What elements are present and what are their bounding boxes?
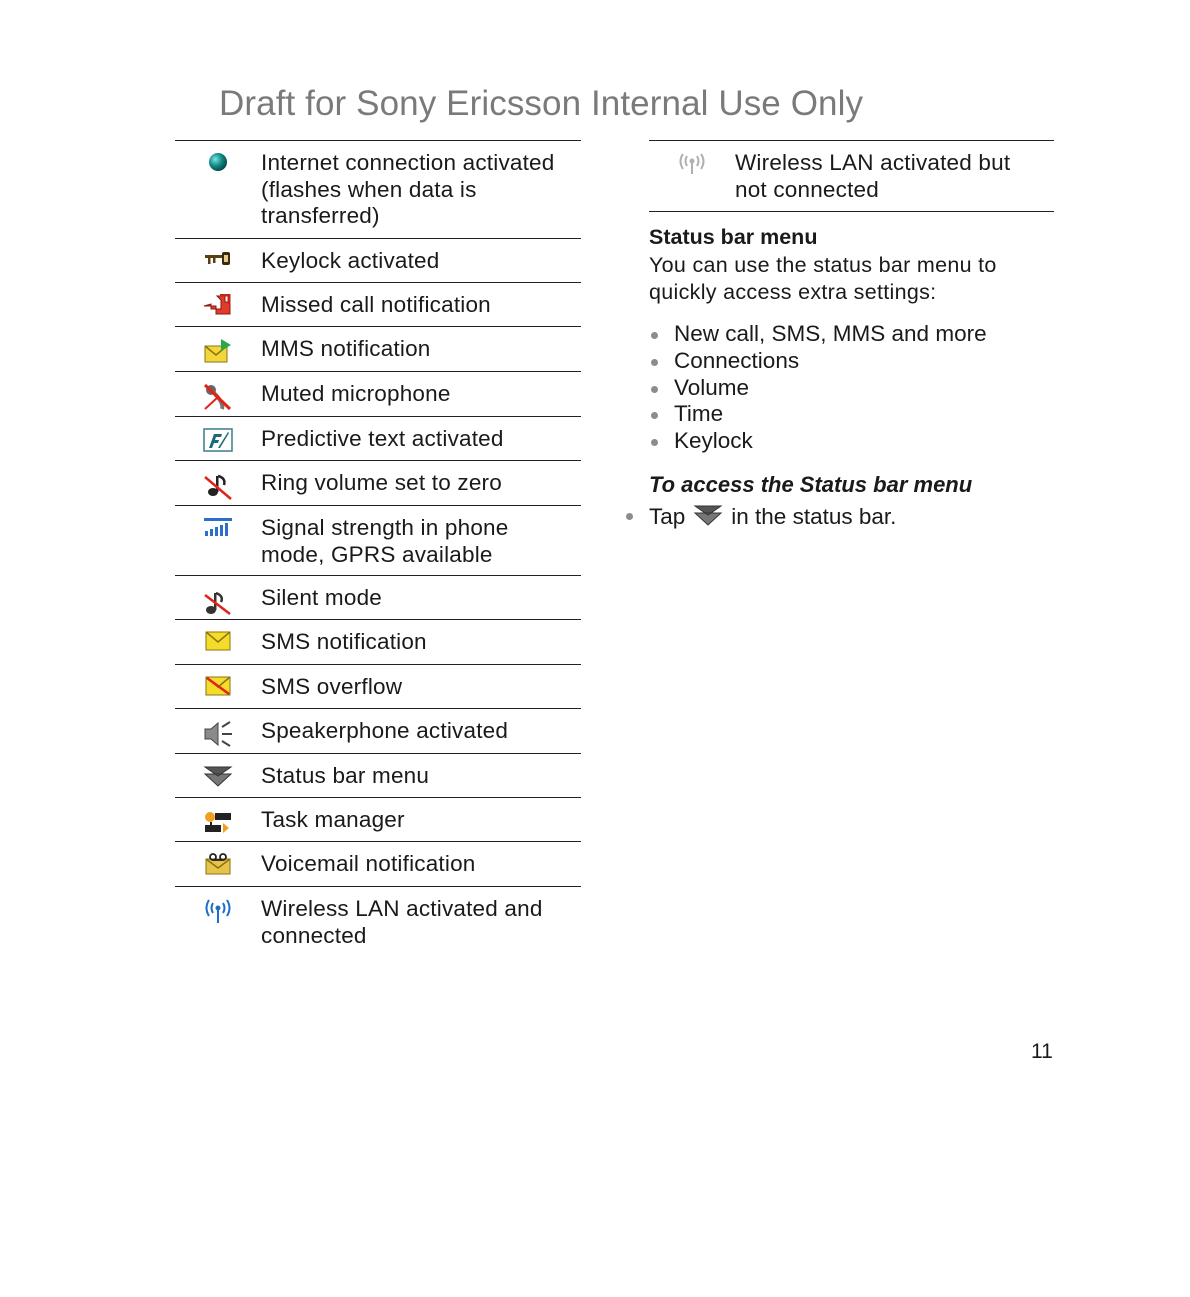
bullet-icon bbox=[626, 513, 633, 520]
list-item-label: Volume bbox=[674, 374, 750, 400]
table-row-label: MMS notification bbox=[261, 336, 431, 361]
list-item-label: Connections bbox=[674, 347, 800, 373]
step-text-before: Tap bbox=[649, 504, 686, 530]
table-row bbox=[175, 620, 581, 665]
table-row-label: Task manager bbox=[261, 807, 405, 832]
table-row bbox=[175, 887, 581, 957]
list-item bbox=[649, 348, 1054, 375]
missed-call-icon bbox=[175, 283, 261, 326]
sms-envelope-icon bbox=[175, 620, 261, 664]
status-bar-menu-icon bbox=[685, 502, 731, 533]
table-row-label: Wireless LAN activated and connected bbox=[261, 896, 543, 948]
draft-watermark: Draft for Sony Ericsson Internal Use Only bbox=[219, 84, 864, 123]
list-item bbox=[649, 321, 1054, 348]
status-icon-table bbox=[175, 140, 581, 957]
key-icon bbox=[175, 239, 261, 282]
list-item bbox=[649, 375, 1054, 402]
bullet-icon bbox=[651, 386, 658, 393]
list-item-label: Keylock bbox=[674, 428, 753, 454]
table-row bbox=[175, 141, 581, 239]
section-heading: Status bar menu bbox=[649, 225, 818, 249]
predictive-text-icon bbox=[175, 417, 261, 460]
table-row bbox=[175, 461, 581, 506]
bullet-icon bbox=[651, 412, 658, 419]
table-row-label: Keylock activated bbox=[261, 248, 440, 273]
wireless-lan-connected-icon bbox=[175, 887, 261, 957]
section-paragraph: You can use the status bar menu to quickly access extra settings: bbox=[649, 253, 997, 304]
table-row bbox=[175, 372, 581, 417]
table-row-label: Status bar menu bbox=[261, 763, 430, 788]
bullet-icon bbox=[651, 332, 658, 339]
table-row-label: Silent mode bbox=[261, 585, 383, 610]
table-row-label: Internet connection activated (flashes when data is transferred) bbox=[261, 150, 555, 228]
table-row bbox=[175, 665, 581, 709]
table-row-label: Ring volume set to zero bbox=[261, 470, 502, 495]
bullet-list bbox=[649, 321, 1054, 455]
right-column bbox=[649, 140, 1054, 533]
bullet-icon bbox=[651, 359, 658, 366]
table-row-label: Muted microphone bbox=[261, 381, 451, 406]
ring-volume-zero-icon bbox=[175, 461, 261, 505]
table-row bbox=[649, 140, 1054, 212]
step-text-after: in the status bar. bbox=[731, 504, 897, 530]
silent-mode-icon bbox=[175, 576, 261, 619]
table-row bbox=[175, 417, 581, 461]
table-row-label: Speakerphone activated bbox=[261, 718, 509, 743]
page-number: 11 bbox=[1031, 1040, 1053, 1063]
table-row bbox=[175, 239, 581, 283]
table-row bbox=[175, 327, 581, 372]
table-row bbox=[175, 576, 581, 620]
internet-globe-icon bbox=[175, 141, 261, 238]
sms-overflow-icon bbox=[175, 665, 261, 708]
list-item bbox=[649, 401, 1054, 428]
table-row-label: SMS notification bbox=[261, 629, 427, 654]
howto-heading: To access the Status bar menu bbox=[649, 471, 973, 497]
table-row bbox=[175, 754, 581, 798]
list-item-label: Time bbox=[674, 401, 724, 427]
muted-microphone-icon bbox=[175, 372, 261, 416]
table-row bbox=[175, 842, 581, 887]
table-row-label: Wireless LAN activated but not connected bbox=[735, 150, 1011, 202]
table-row-label: Predictive text activated bbox=[261, 426, 504, 451]
mms-envelope-icon bbox=[175, 327, 261, 371]
speakerphone-icon bbox=[175, 709, 261, 753]
table-row-label: Signal strength in phone mode, GPRS available bbox=[261, 515, 509, 567]
instruction-step bbox=[649, 502, 1054, 533]
status-bar-menu-icon bbox=[175, 754, 261, 797]
table-row bbox=[175, 709, 581, 754]
list-item-label: New call, SMS, MMS and more bbox=[674, 321, 987, 346]
voicemail-icon bbox=[175, 842, 261, 886]
table-row bbox=[175, 283, 581, 327]
table-row-label: Missed call notification bbox=[261, 292, 491, 317]
signal-strength-icon bbox=[175, 506, 261, 575]
table-row-label: SMS overflow bbox=[261, 674, 403, 699]
list-item bbox=[649, 428, 1054, 455]
table-row bbox=[175, 798, 581, 842]
wireless-lan-not-connected-icon bbox=[649, 141, 735, 211]
table-row bbox=[175, 506, 581, 576]
task-manager-icon bbox=[175, 798, 261, 841]
table-row-label: Voicemail notification bbox=[261, 851, 476, 876]
bullet-icon bbox=[651, 439, 658, 446]
